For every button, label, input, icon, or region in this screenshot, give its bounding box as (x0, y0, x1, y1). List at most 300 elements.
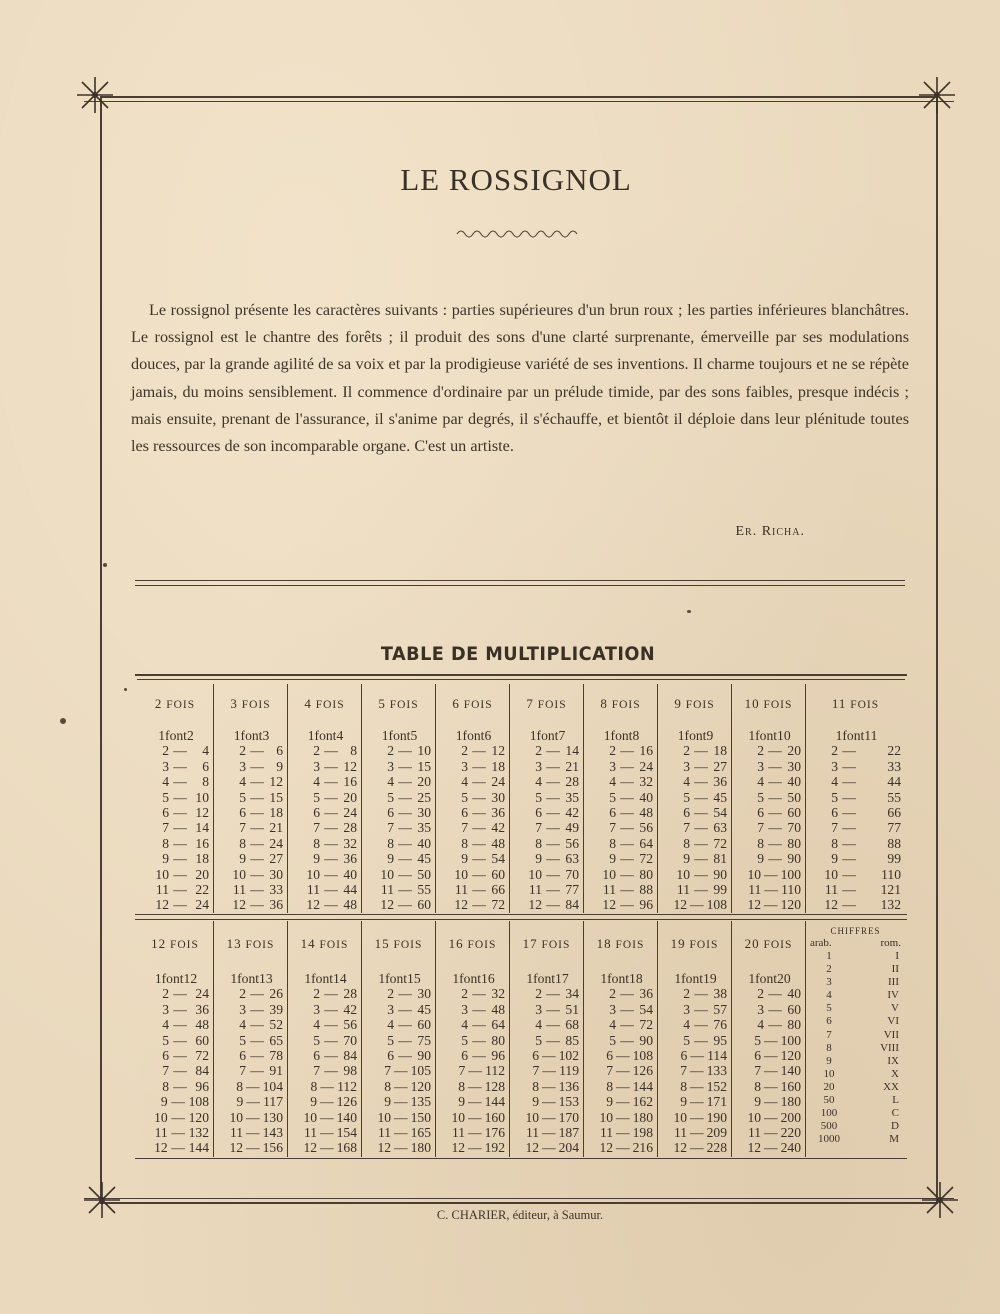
cell-product: 121 (880, 882, 901, 898)
table-middle-rule (135, 919, 907, 920)
cell-dash: — (173, 897, 187, 913)
cell-dash: — (620, 986, 634, 1002)
cell-dash: — (246, 1125, 260, 1141)
cell-dash: — (768, 1017, 782, 1033)
column-body (214, 967, 287, 1156)
cell-multiplier: 1 (674, 971, 682, 986)
cell-dash: — (250, 805, 264, 821)
table-cell (584, 1079, 657, 1094)
cell-multiplier: 3 (535, 758, 542, 774)
cell-dash: — (694, 820, 708, 836)
table-cell (658, 1125, 731, 1140)
cell-multiplier: 6 (683, 805, 690, 821)
table-column (361, 921, 435, 1157)
cell-dash: — (250, 743, 264, 759)
cell-multiplier: 12 (451, 1140, 466, 1156)
cell-product: 3 (262, 728, 270, 743)
table-cell (658, 759, 731, 774)
cell-product: 44 (343, 882, 357, 898)
cell-multiplier: 8 (313, 835, 320, 851)
table-cell (732, 1125, 805, 1140)
table-cell (732, 1079, 805, 1094)
cell-product: 32 (639, 774, 653, 790)
cell-dash: — (398, 789, 412, 805)
poem-text (131, 297, 909, 460)
cell-dash: — (842, 835, 856, 851)
roman-numeral: III (888, 976, 899, 989)
table-column (137, 684, 213, 913)
cell-product: 20 (777, 971, 791, 986)
cell-multiplier: 10 (824, 866, 838, 882)
cell-dash: — (842, 789, 856, 805)
cell-dash: — (546, 774, 560, 790)
table-cell (658, 1002, 731, 1017)
cell-product: 133 (706, 1063, 727, 1079)
cell-dash: — (694, 835, 708, 851)
cell-font-word: font (311, 971, 334, 986)
table-cell (732, 1048, 805, 1063)
cell-product: 16 (481, 971, 495, 986)
table-cell (732, 728, 805, 743)
cell-product: 60 (787, 1001, 801, 1017)
cell-dash: — (472, 774, 486, 790)
cell-product: 66 (491, 882, 505, 898)
cell-multiplier: 1 (455, 728, 463, 743)
cell-product: 9 (276, 758, 283, 774)
table-cell (436, 1079, 509, 1094)
cell-product: 36 (491, 805, 505, 821)
cell-dash: — (472, 743, 486, 759)
column-body (658, 724, 731, 913)
cell-dash: — (394, 1094, 408, 1110)
cell-multiplier: 7 (239, 820, 246, 836)
cell-multiplier: 11 (748, 882, 762, 898)
column-header-word: FOIS (611, 939, 645, 951)
cell-dash: — (620, 743, 634, 759)
cell-dash: — (472, 882, 486, 898)
cell-dash: — (398, 743, 412, 759)
table-cell (436, 986, 509, 1001)
table-cell (732, 774, 805, 789)
table-cell (658, 851, 731, 866)
cell-product: 90 (417, 1048, 431, 1064)
column-header-number: 14 (300, 936, 316, 951)
roman-numeral: D (891, 1120, 899, 1133)
table-cell (732, 759, 805, 774)
table-cell (806, 867, 905, 882)
table-top-rule (137, 679, 905, 680)
table-column (509, 684, 583, 913)
cell-multiplier: 9 (236, 1094, 244, 1110)
column-header (658, 921, 731, 967)
cell-product: 88 (887, 835, 901, 851)
column-header (584, 921, 657, 967)
cell-dash: — (398, 1017, 412, 1033)
cell-dash: — (472, 805, 486, 821)
table-cell (658, 728, 731, 743)
cell-product: 114 (707, 1048, 727, 1064)
cell-product: 150 (410, 1109, 431, 1125)
cell-dash: — (616, 1125, 630, 1141)
cell-product: 204 (558, 1140, 579, 1156)
cell-multiplier: 1 (230, 971, 238, 986)
cell-product: 36 (195, 1001, 209, 1017)
cell-dash: — (546, 851, 560, 867)
table-cell (806, 851, 905, 866)
cell-multiplier: 10 (232, 866, 246, 882)
table-cell (436, 820, 509, 835)
column-body (137, 967, 213, 1156)
cell-product: 90 (787, 851, 801, 867)
roman-arabic: 3 (826, 976, 832, 989)
table-cell (510, 759, 583, 774)
cell-dash: — (250, 1063, 264, 1079)
cell-dash: — (768, 851, 782, 867)
column-header-number: 2 (154, 696, 163, 711)
cell-dash: — (324, 986, 338, 1002)
table-column (657, 684, 731, 913)
cell-multiplier: 7 (239, 1063, 246, 1079)
cell-product: 187 (558, 1125, 579, 1141)
cell-product: 180 (410, 1140, 431, 1156)
column-header-number: 18 (596, 936, 612, 951)
column-header-number: 3 (230, 696, 238, 711)
cell-product: 63 (565, 851, 579, 867)
cell-dash: — (546, 805, 560, 821)
cell-dash: — (398, 986, 412, 1002)
cell-product: 21 (269, 820, 283, 836)
roman-col-arab: arab. (810, 937, 832, 949)
cell-dash: — (694, 882, 708, 898)
table-cell (436, 882, 509, 897)
cell-multiplier: 2 (535, 986, 542, 1002)
cell-dash: — (398, 1032, 412, 1048)
cell-multiplier: 9 (757, 851, 764, 867)
cell-product: 33 (269, 882, 283, 898)
table-cell (214, 1110, 287, 1125)
cell-multiplier: 11 (155, 882, 169, 898)
cell-product: 104 (262, 1078, 283, 1094)
table-cell (214, 728, 287, 743)
column-body (732, 724, 805, 913)
cell-dash: — (694, 789, 708, 805)
roman-numeral: X (891, 1067, 899, 1080)
cell-product: 40 (417, 835, 431, 851)
cell-multiplier: 12 (154, 1140, 168, 1156)
cell-multiplier: 2 (239, 986, 246, 1002)
cell-multiplier: 7 (458, 1063, 466, 1079)
cell-product: 21 (565, 758, 579, 774)
cell-product: 162 (632, 1094, 653, 1110)
table-cell (732, 851, 805, 866)
cell-dash: — (173, 851, 187, 867)
speck (687, 610, 691, 613)
table-cell (288, 805, 361, 820)
table-cell (510, 1079, 583, 1094)
roman-arabic: 10 (823, 1067, 835, 1080)
cell-multiplier: 6 (831, 805, 838, 821)
cell-product: 81 (713, 851, 727, 867)
cell-multiplier: 3 (535, 1001, 542, 1017)
cell-product: 132 (188, 1125, 209, 1141)
cell-multiplier: 3 (313, 758, 320, 774)
table-cell (288, 836, 361, 851)
cell-multiplier: 4 (313, 774, 320, 790)
cell-dash: — (398, 835, 412, 851)
cell-font-word: font (536, 728, 559, 743)
table-cell (658, 1110, 731, 1125)
cell-product: 55 (417, 882, 431, 898)
table-column (731, 684, 805, 913)
cell-product: 96 (639, 897, 653, 913)
table-cell (436, 790, 509, 805)
cell-multiplier: 2 (461, 743, 468, 759)
cell-multiplier: 8 (236, 1078, 244, 1094)
cell-product: 144 (632, 1078, 653, 1094)
cell-product: 32 (491, 986, 505, 1002)
cell-dash: — (694, 851, 708, 867)
table-cell (436, 1017, 509, 1032)
cell-multiplier: 3 (831, 758, 838, 774)
cell-multiplier: 3 (387, 1001, 394, 1017)
table-cell (510, 1140, 583, 1155)
cell-dash: — (690, 1078, 704, 1094)
cell-multiplier: 4 (461, 774, 468, 790)
roman-row (806, 1094, 905, 1107)
cell-dash: — (173, 1063, 187, 1079)
table-cell (436, 1094, 509, 1109)
cell-product: 30 (787, 758, 801, 774)
table-cell (137, 897, 213, 912)
table-cell (658, 897, 731, 912)
table-cell (214, 1002, 287, 1017)
cell-dash: — (620, 1032, 634, 1048)
cell-dash: — (694, 1017, 708, 1033)
table-cell (214, 759, 287, 774)
cell-product: 18 (629, 971, 643, 986)
cell-multiplier: 10 (747, 1109, 762, 1125)
table-cell (584, 851, 657, 866)
corner-star-icon (917, 75, 957, 115)
column-header (806, 684, 905, 724)
cell-dash: — (768, 1001, 782, 1017)
cell-multiplier: 8 (162, 1078, 169, 1094)
roman-numeral: VI (887, 1015, 899, 1028)
cell-multiplier: 6 (535, 805, 542, 821)
cell-dash: — (690, 897, 704, 913)
table-cell (510, 790, 583, 805)
cell-product: 85 (565, 1032, 579, 1048)
cell-font-word: font (462, 728, 485, 743)
cell-dash: — (246, 1140, 260, 1156)
column-body (584, 724, 657, 913)
cell-product: 198 (632, 1125, 653, 1141)
table-cell (806, 743, 905, 758)
cell-product: 48 (491, 835, 505, 851)
cell-dash: — (546, 1032, 560, 1048)
cell-dash: — (171, 1140, 185, 1156)
table-cell (362, 1079, 435, 1094)
roman-arabic: 50 (823, 1094, 835, 1107)
cell-dash: — (620, 835, 634, 851)
roman-arabic: 20 (823, 1080, 835, 1093)
cell-dash: — (324, 866, 338, 882)
table-cell (510, 728, 583, 743)
cell-dash: — (768, 986, 782, 1002)
cell-product: 36 (269, 897, 283, 913)
column-header-number: 7 (526, 696, 534, 711)
table-cell (732, 1002, 805, 1017)
cell-product: 14 (333, 971, 347, 986)
cell-multiplier: 12 (155, 897, 169, 913)
cell-product: 27 (269, 851, 283, 867)
table-cell (732, 867, 805, 882)
table-cell (362, 790, 435, 805)
cell-font-word: font (533, 971, 556, 986)
table-cell (584, 759, 657, 774)
table-cell (362, 1110, 435, 1125)
cell-product: 65 (269, 1032, 283, 1048)
cell-product: 57 (713, 1001, 727, 1017)
cell-product: 16 (639, 743, 653, 759)
cell-dash: — (173, 789, 187, 805)
cell-product: 56 (565, 835, 579, 851)
table-cell (658, 790, 731, 805)
section-rule (135, 580, 905, 581)
cell-product: 70 (565, 866, 579, 882)
cell-multiplier: 9 (683, 851, 690, 867)
cell-product: 18 (491, 758, 505, 774)
cell-multiplier: 2 (162, 743, 169, 759)
cell-multiplier: 11 (454, 882, 468, 898)
cell-dash: — (690, 1063, 704, 1079)
cell-multiplier: 12 (599, 1140, 614, 1156)
column-header (362, 921, 435, 967)
column-header-word: FOIS (241, 939, 275, 951)
cell-product: 190 (706, 1109, 727, 1125)
cell-dash: — (324, 789, 338, 805)
cell-product: 165 (410, 1125, 431, 1141)
cell-dash: — (690, 1140, 704, 1156)
cell-multiplier: 7 (606, 1063, 614, 1079)
cell-dash: — (173, 774, 187, 790)
cell-product: 80 (787, 1017, 801, 1033)
cell-dash: — (616, 1063, 630, 1079)
cell-dash: — (398, 1048, 412, 1064)
cell-multiplier: 11 (676, 882, 690, 898)
cell-multiplier: 3 (683, 758, 690, 774)
cell-dash: — (173, 743, 187, 759)
cell-multiplier: 4 (461, 1017, 468, 1033)
cell-font-word: font (681, 971, 704, 986)
table-cell (510, 1125, 583, 1140)
cell-multiplier: 9 (831, 851, 838, 867)
table-cell (137, 790, 213, 805)
table-cell (732, 1033, 805, 1048)
table-cell (584, 986, 657, 1001)
cell-multiplier: 12 (747, 897, 762, 913)
cell-product: 4 (202, 743, 209, 759)
table-cell (510, 1094, 583, 1109)
cell-multiplier: 5 (387, 789, 394, 805)
cell-product: 80 (787, 835, 801, 851)
cell-multiplier: 6 (757, 805, 764, 821)
cell-product: 120 (780, 1048, 801, 1064)
cell-multiplier: 8 (831, 835, 838, 851)
table-cell (214, 1140, 287, 1155)
column-header (288, 684, 361, 724)
cell-product: 54 (639, 1001, 653, 1017)
column-header-word: FOIS (389, 939, 423, 951)
cell-product: 90 (639, 1032, 653, 1048)
cell-dash: — (398, 882, 412, 898)
cell-multiplier: 10 (380, 866, 394, 882)
table-cell (732, 1063, 805, 1078)
poem-author: Er. Richa. (735, 524, 805, 539)
table-column (361, 684, 435, 913)
cell-multiplier: 6 (162, 805, 169, 821)
cell-product: 30 (269, 866, 283, 882)
cell-product: 102 (558, 1048, 579, 1064)
cell-multiplier: 12 (303, 1140, 318, 1156)
cell-product: 96 (491, 1048, 505, 1064)
cell-dash: — (842, 805, 856, 821)
cell-multiplier: 1 (154, 971, 162, 986)
cell-product: 75 (417, 1032, 431, 1048)
cell-multiplier: 2 (313, 743, 320, 759)
table-cell (214, 836, 287, 851)
cell-product: 22 (195, 882, 209, 898)
table-cell (584, 1110, 657, 1125)
cell-product: 153 (558, 1094, 579, 1110)
cell-dash: — (842, 820, 856, 836)
cell-multiplier: 6 (387, 805, 394, 821)
cell-multiplier: 6 (606, 1048, 614, 1064)
cell-product: 95 (713, 1032, 727, 1048)
table-cell (436, 1140, 509, 1155)
cell-product: 132 (880, 897, 901, 913)
cell-product: 33 (887, 758, 901, 774)
cell-multiplier: 11 (824, 882, 838, 898)
cell-multiplier: 5 (683, 789, 690, 805)
column-header-number: 10 (744, 696, 760, 711)
table-bottom-rule (135, 1158, 907, 1159)
cell-product: 60 (787, 805, 801, 821)
cell-product: 154 (336, 1125, 357, 1141)
table-cell (510, 882, 583, 897)
table-cell (584, 867, 657, 882)
roman-numeral: VII (883, 1028, 899, 1041)
table-cell (584, 1140, 657, 1155)
cell-product: 48 (491, 1001, 505, 1017)
cell-dash: — (173, 882, 187, 898)
cell-dash: — (171, 1109, 185, 1125)
cell-multiplier: 5 (313, 789, 320, 805)
cell-multiplier: 8 (387, 835, 394, 851)
cell-product: 112 (485, 1063, 505, 1079)
cell-dash: — (620, 897, 634, 913)
table-cell (436, 897, 509, 912)
table-cell (732, 743, 805, 758)
table-cell (658, 1017, 731, 1032)
cell-dash: — (546, 897, 560, 913)
cell-multiplier: 12 (673, 1140, 688, 1156)
cell-dash: — (768, 835, 782, 851)
column-header-word: FOIS (463, 939, 497, 951)
cell-multiplier: 12 (454, 897, 468, 913)
cell-multiplier: 2 (683, 743, 690, 759)
roman-row (806, 1042, 905, 1055)
